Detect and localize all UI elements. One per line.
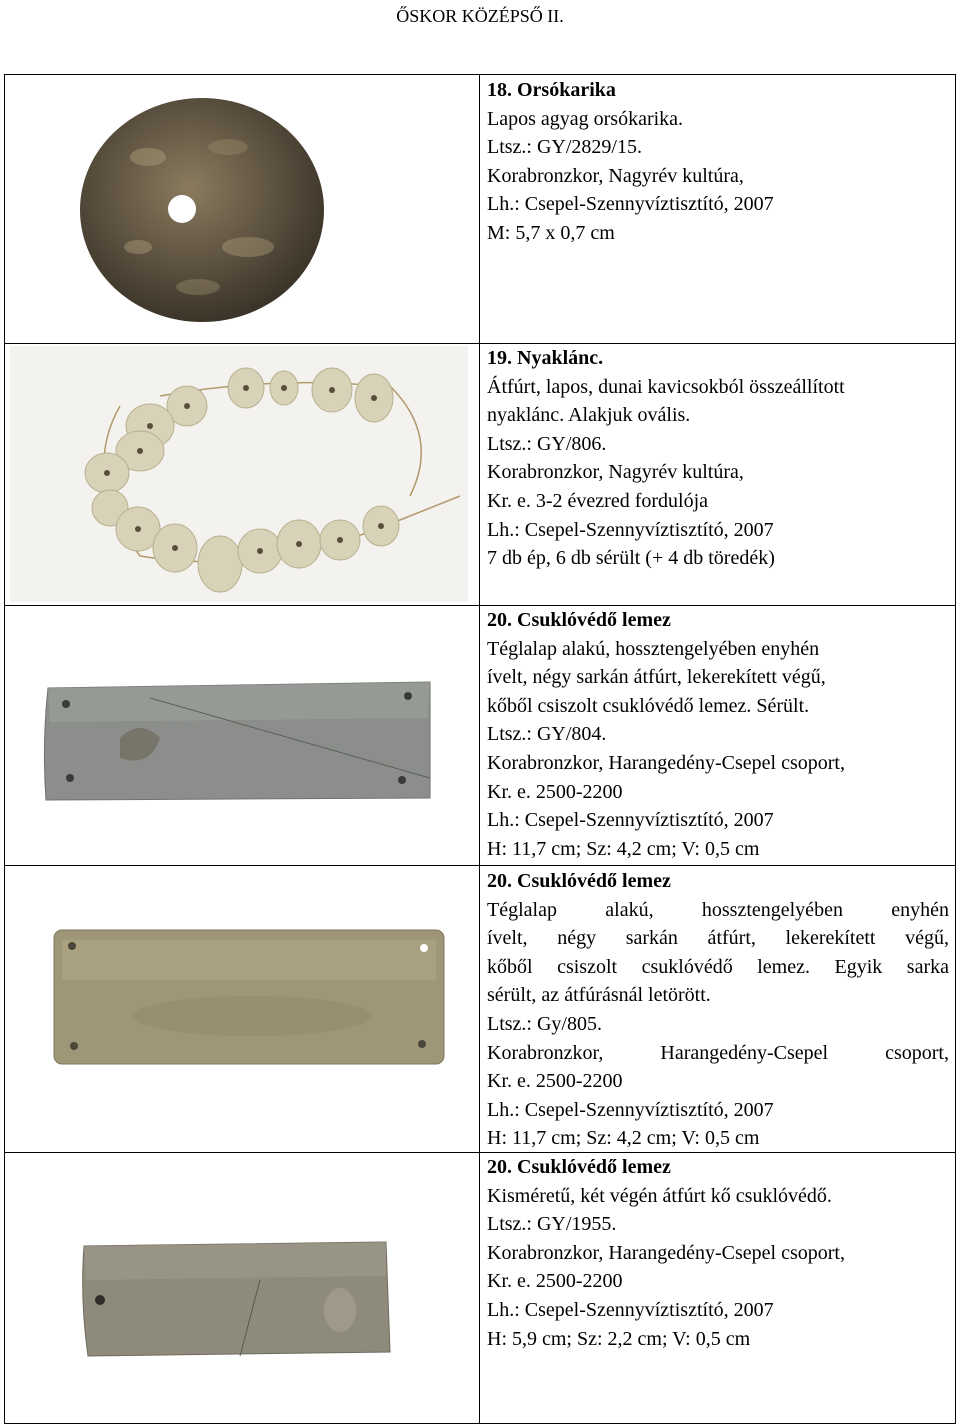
item-line: Korabronzkor, Harangedény-Csepel csoport, [487, 751, 845, 774]
item-line: Kisméretű, két végén átfúrt kő csuklóvédő. [487, 1184, 832, 1207]
necklace-photo [10, 346, 468, 602]
item-line: Lh.: Csepel-Szennyvíztisztító, 2007 [487, 809, 774, 832]
item-line: Kr. e. 3-2 évezred fordulója [487, 489, 709, 512]
item-line: Ltsz.: GY/2829/15. [487, 136, 642, 159]
item-line: Kr. e. 2500-2200 [487, 780, 623, 803]
item-line: M: 5,7 x 0,7 cm [487, 221, 615, 244]
item-line: kőből csiszolt csuklóvédő lemez. Egyik sarka [487, 955, 949, 978]
item-line: ívelt, négy sarkán átfúrt, lekerekített végű, [487, 666, 826, 689]
item-title: 20. Csuklóvédő lemez [487, 1156, 671, 1178]
item-description [487, 344, 949, 573]
spindle-whorl-photo [78, 97, 330, 327]
item-line: Lh.: Csepel-Szennyvíztisztító, 2007 [487, 1098, 774, 1121]
wrist-guard-photo [40, 678, 432, 810]
item-line: Ltsz.: GY/804. [487, 723, 607, 746]
item-line: Korabronzkor, Harangedény-Csepel csoport, [487, 1041, 949, 1064]
item-line: Ltsz.: GY/806. [487, 432, 607, 455]
item-line: Téglalap alakú, hossztengelyében enyhén [487, 637, 820, 660]
column-divider [479, 74, 480, 1424]
item-line: kőből csiszolt csuklóvédő lemez. Sérült. [487, 694, 810, 717]
item-description [487, 1153, 949, 1353]
item-line: H: 11,7 cm; Sz: 4,2 cm; V: 0,5 cm [487, 1127, 760, 1150]
item-line: Korabronzkor, Nagyrév kultúra, [487, 461, 744, 484]
item-line: Ltsz.: Gy/805. [487, 1012, 602, 1035]
item-line: Korabronzkor, Nagyrév kultúra, [487, 164, 744, 187]
item-description [487, 76, 949, 248]
wrist-guard-photo [52, 926, 446, 1068]
item-line: sérült, az átfúrásnál letörött. [487, 984, 711, 1007]
item-line: Lh.: Csepel-Szennyvíztisztító, 2007 [487, 193, 774, 216]
item-line: Ltsz.: GY/1955. [487, 1213, 617, 1236]
wrist-guard-photo [80, 1240, 392, 1358]
item-title: 19. Nyaklánc. [487, 347, 604, 369]
item-line: Téglalap alakú, hossztengelyében enyhén [487, 898, 949, 921]
item-line: Lapos agyag orsókarika. [487, 107, 684, 130]
item-line: Lh.: Csepel-Szennyvíztisztító, 2007 [487, 518, 774, 541]
item-line: H: 5,9 cm; Sz: 2,2 cm; V: 0,5 cm [487, 1327, 751, 1350]
item-line: nyaklánc. Alakjuk ovális. [487, 404, 691, 427]
item-line: Korabronzkor, Harangedény-Csepel csoport, [487, 1241, 845, 1264]
item-line: ívelt, négy sarkán átfúrt, lekerekített végű, [487, 927, 949, 950]
item-line: Kr. e. 2500-2200 [487, 1070, 623, 1093]
item-title: 18. Orsókarika [487, 79, 616, 101]
item-line: H: 11,7 cm; Sz: 4,2 cm; V: 0,5 cm [487, 837, 760, 860]
item-description [487, 606, 949, 863]
item-description [487, 867, 949, 1153]
item-line: Átfúrt, lapos, dunai kavicsokból összeállított [487, 375, 845, 398]
item-title: 20. Csuklóvédő lemez [487, 609, 671, 631]
item-line: 7 db ép, 6 db sérült (+ 4 db töredék) [487, 547, 775, 570]
item-line: Lh.: Csepel-Szennyvíztisztító, 2007 [487, 1298, 774, 1321]
item-title: 20. Csuklóvédő lemez [487, 870, 671, 892]
page-header: ŐSKOR KÖZÉPSŐ II. [396, 6, 564, 26]
item-line: Kr. e. 2500-2200 [487, 1270, 623, 1293]
